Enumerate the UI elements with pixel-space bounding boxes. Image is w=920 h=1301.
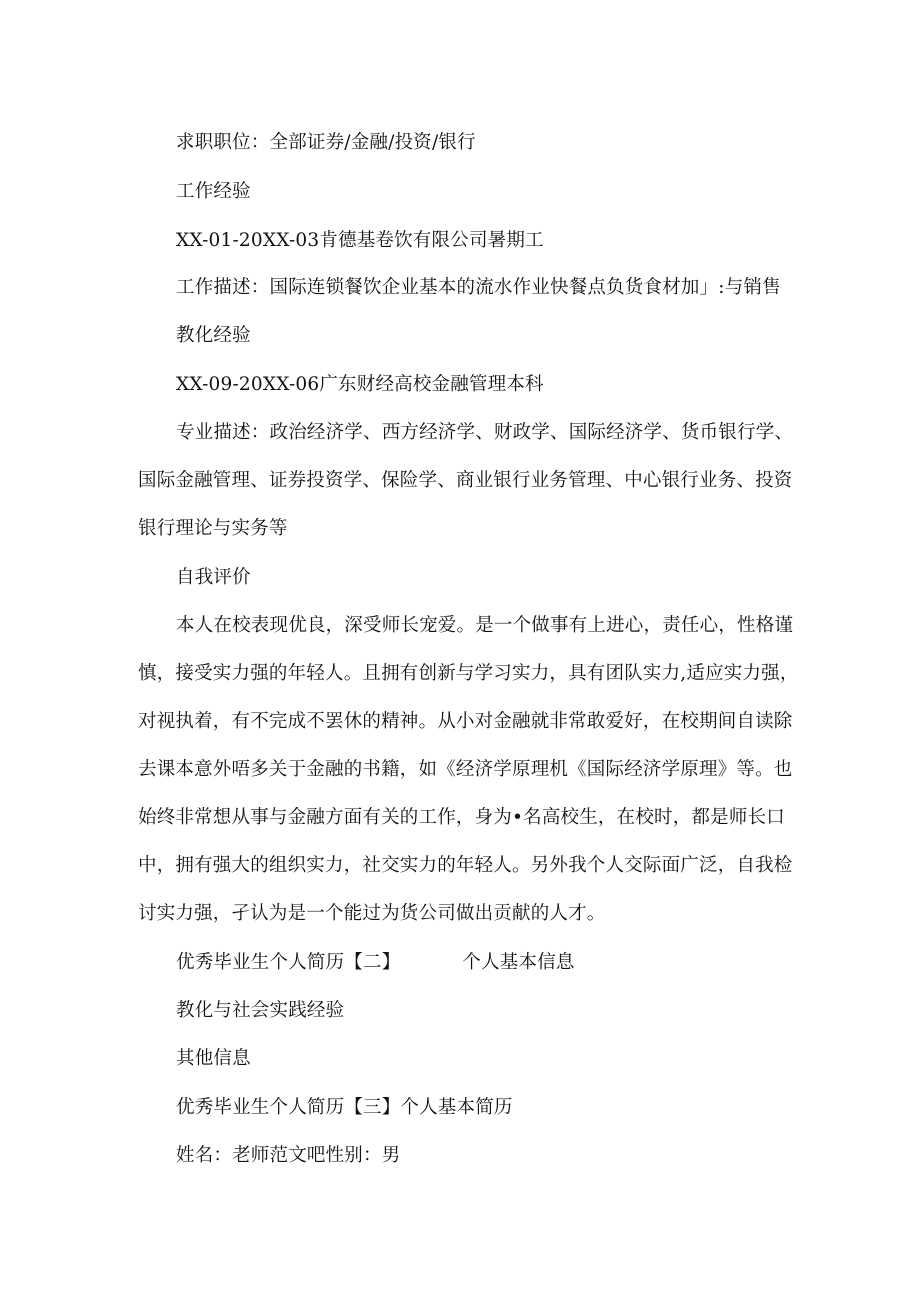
resume2-heading-line [176,950,798,976]
self-line-6: 中，拥有强大的组织实力，社交实力的年轻人。另外我个人交际面广泛，自我检 [138,855,793,876]
edu-heading: 教化经验 [176,325,251,346]
self-line-3: 对视执着，有不完成不罢休的精神。从小对金融就非常敢爱好，在校期间自读除 [138,711,793,732]
work-entry: XX-01-20XX-03肯德基卷饮有限公司暑期工 [176,230,544,251]
self-line-1: 本人在校表现优良，深受师长宠爱。是一个做事有上进心，责任心，性格谨 [176,615,794,636]
resume2-title: 优秀毕业生个人简历【二】 [176,952,401,973]
resume3-title: 优秀毕业生个人简历【三】个人基本简历 [176,1097,513,1118]
work-heading: 工作经验 [176,181,251,202]
resume2-basic-info: 个人基本信息 [462,952,575,973]
self-line-2: 慎，接受实力强的年轻人。且拥有创新与学习实力，具有团队实力,适应实力强， [138,663,799,684]
self-line-5: 始终非常想从事与金融方面有关的工作，身为•名高校生，在校时，都是师长口 [138,807,785,828]
self-line-4: 去课本意外唔多关于金融的书籍，如《经济学原理机《国际经济学原理》等。也 [138,759,793,780]
resume2-edu-heading: 教化与社会实践经验 [176,1000,345,1021]
major-line-2: 国际金融管理、证券投资学、保险学、商业银行业务管理、中心银行业务、投资 [138,470,793,491]
self-heading: 自我评价 [176,567,251,588]
major-line-1: 专业描述：政治经济学、西方经济学、财政学、国际经济学、货币银行学、 [176,422,794,443]
self-line-7: 讨实力强，孑认为是一个能过为货公司做出贡献的人才。 [138,903,606,924]
job-target: 求职职位：全部证券/金融/投资/银行 [176,132,476,153]
edu-entry: XX-09-20XX-06广东财经高校金融管理本科 [176,374,544,395]
major-line-3: 银行理论与实务等 [138,518,288,539]
resume2-other-heading: 其他信息 [176,1048,251,1069]
resume3-name-gender: 姓名：老师范文吧性别：男 [176,1145,401,1166]
work-description: 工作描述：国际连锁餐饮企业基本的流水作业快餐点负货食材加」:与销售 [176,277,781,298]
